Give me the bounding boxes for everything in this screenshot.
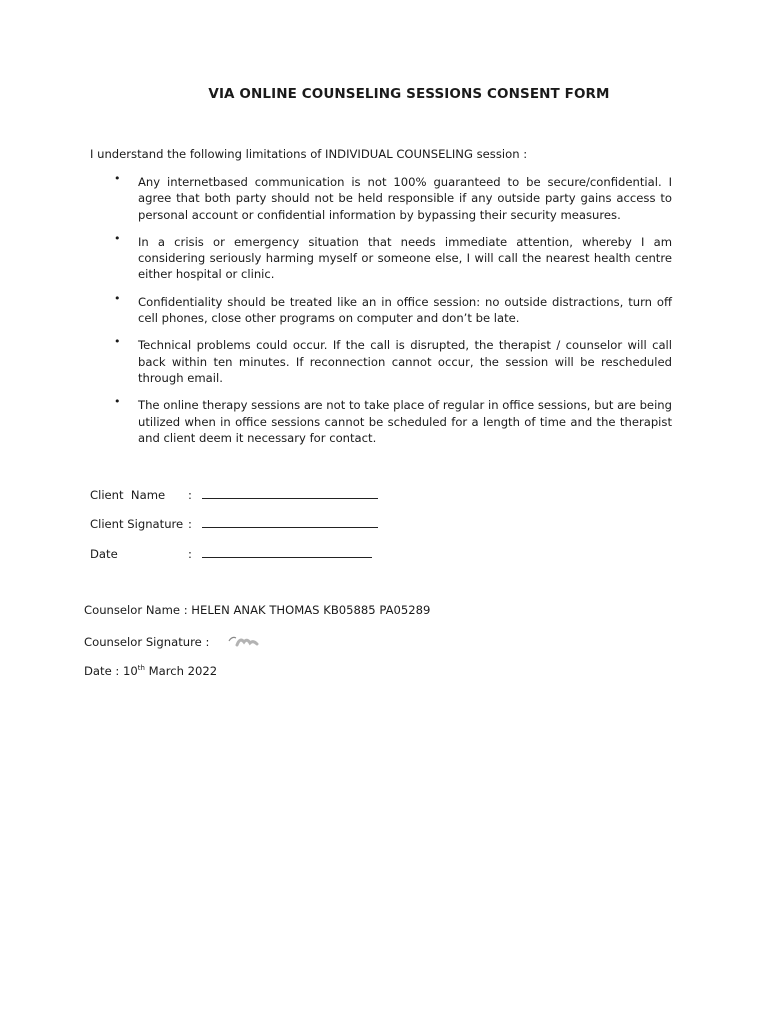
client-name-label: Client Name bbox=[90, 488, 166, 502]
colon: : bbox=[188, 517, 192, 531]
bullet-icon: • bbox=[114, 172, 121, 185]
client-name-line[interactable] bbox=[202, 486, 378, 499]
list-item-text: Any internetbased communication is not 100% guaranteed to be secure/confidential. I agree that both party should not be held responsible if any outside party gains access to personal account or confidential information by bypassing their security measures. bbox=[138, 175, 672, 222]
client-signature-label: Client Signature bbox=[90, 517, 184, 531]
client-date-label: Date bbox=[90, 547, 118, 561]
counselor-date-prefix: Date : 10 bbox=[84, 664, 138, 678]
signature-image bbox=[227, 634, 261, 651]
client-signature-line[interactable] bbox=[202, 515, 378, 528]
list-item bbox=[110, 291, 672, 327]
client-date-row bbox=[90, 545, 372, 561]
list-item-text: The online therapy sessions are not to take place of regular in office sessions, but are being utilized when in office sessions cannot be scheduled for a length of time and the therapist and client deem it necessary for contact. bbox=[138, 398, 672, 445]
bullet-icon: • bbox=[114, 395, 121, 409]
client-date-line[interactable] bbox=[202, 545, 372, 558]
counselor-signature-row bbox=[84, 634, 261, 651]
client-name-row bbox=[90, 486, 378, 502]
bullet-icon: • bbox=[114, 335, 121, 349]
counselor-name: Counselor Name : HELEN ANAK THOMAS KB05885 PA05289 bbox=[84, 603, 431, 617]
bullet-icon: • bbox=[114, 291, 121, 305]
form-title: VIA ONLINE COUNSELING SESSIONS CONSENT FORM bbox=[208, 86, 610, 102]
counselor-date-suffix: March 2022 bbox=[144, 664, 218, 678]
counselor-date bbox=[84, 664, 217, 678]
colon: : bbox=[188, 488, 192, 502]
list-item bbox=[110, 337, 672, 386]
colon: : bbox=[188, 547, 192, 561]
list-item bbox=[110, 174, 672, 223]
list-item-text: Confidentiality should be treated like an in office session: no outside distractions, turn off cell phones, close other programs on computer and don’t be late. bbox=[138, 294, 672, 326]
limitations-list bbox=[110, 174, 672, 457]
intro-text: I understand the following limitations of INDIVIDUAL COUNSELING session : bbox=[90, 147, 528, 161]
counselor-signature-label: Counselor Signature : bbox=[84, 635, 210, 649]
list-item bbox=[110, 231, 672, 283]
list-item bbox=[110, 397, 672, 446]
list-item-text: Technical problems could occur. If the call is disrupted, the therapist / counselor will call back within ten minutes. If reconnection cannot occur, the session will be rescheduled through email. bbox=[138, 338, 672, 385]
bullet-icon: • bbox=[114, 231, 121, 245]
client-signature-row bbox=[90, 515, 378, 531]
counselor-date-sup: th bbox=[137, 664, 145, 673]
list-item-text: In a crisis or emergency situation that needs immediate attention, whereby I am considering seriously harming myself or someone else, I will call the nearest health centre either hospital or clinic. bbox=[138, 234, 672, 282]
